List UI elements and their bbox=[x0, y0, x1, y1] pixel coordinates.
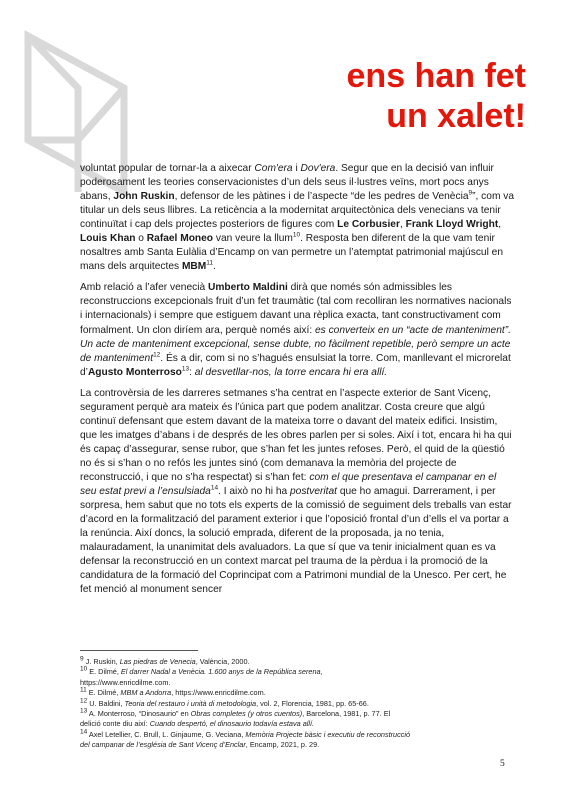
bold-text: Le Corbusier bbox=[337, 219, 400, 231]
footnote-line bbox=[80, 719, 520, 729]
italic-text: Cuando despertó, el dinosaurio todavía estava allí. bbox=[149, 719, 315, 729]
page-number: 5 bbox=[500, 759, 505, 769]
text-run: ”, com va titular un dels seus llibres. La reticència a la modernitat arquitectònica dels venecians va tenir continuïtat i cap dels projectes posteriors de figures com bbox=[80, 191, 515, 231]
paragraph-1 bbox=[80, 162, 514, 274]
italic-text: com el que presentava el campanar en el seu estat previ a l’ensulsiada bbox=[80, 471, 497, 498]
footnote-ref: 9 bbox=[80, 655, 84, 663]
bold-text: Umberto Maldini bbox=[207, 282, 288, 294]
bold-text: John Ruskin bbox=[113, 191, 175, 203]
text-run: voluntat popular de tornar-la a aixecar bbox=[80, 163, 255, 174]
page-header bbox=[347, 56, 526, 136]
footnote-ref: 12 bbox=[80, 697, 88, 705]
text-run: , bbox=[498, 219, 502, 231]
bold-text: Frank Lloyd Wright bbox=[405, 219, 499, 231]
footnote-line bbox=[80, 678, 520, 688]
text-run: , Encamp, 2021, p. 29. bbox=[245, 740, 320, 750]
footnotes bbox=[80, 657, 520, 751]
text-run: van veure la llum bbox=[213, 233, 293, 245]
text-run: . bbox=[213, 261, 216, 273]
text-run: , València, 2000. bbox=[195, 657, 250, 666]
text-run: A. Monterroso, “Dinosaurio” en bbox=[87, 709, 191, 719]
text-run: . Segur que en la decisió van influir poderosament les teories conservacionistes d’un dels seus il·lustres veïns, mort pocs anys abans, bbox=[80, 163, 494, 203]
text-run: . És a dir, com si no s’hagués ensulsiat la torre. Com, manllevant el microrelat d’ bbox=[80, 352, 511, 378]
text-run: , vol. 2, Florencia, 1981, pp. 65-66. bbox=[256, 698, 369, 708]
italic-text: del campanar de l’església de Sant Vicenç d’Enclar bbox=[80, 740, 246, 750]
bold-text: Agusto Monterroso bbox=[87, 366, 182, 378]
footnote-line bbox=[80, 709, 520, 719]
footnote-line bbox=[80, 699, 520, 709]
footnote-ref: 14 bbox=[80, 728, 88, 736]
italic-text: al desvetllar-nos, la torre encara hi era allí. bbox=[194, 366, 388, 378]
footnote-ref: 13 bbox=[80, 707, 88, 715]
footnote-ref: 14 bbox=[210, 484, 219, 492]
text-run: , https://www.enricdilme.com. bbox=[171, 688, 266, 698]
body-text bbox=[80, 162, 514, 604]
footnote-ref: 10 bbox=[292, 231, 301, 239]
footnote-divider bbox=[80, 650, 198, 651]
text-run: delició conte diu així: bbox=[80, 719, 150, 729]
italic-text: Dov'era bbox=[300, 163, 336, 174]
footnote-ref: 11 bbox=[206, 259, 214, 267]
italic-text: Obras completes (y otros cuentos) bbox=[190, 709, 303, 719]
paragraph-3 bbox=[80, 387, 514, 598]
text-run: , bbox=[320, 667, 323, 677]
footnote-ref: 11 bbox=[80, 686, 87, 694]
footnote-line bbox=[80, 667, 520, 677]
text-run: , Barcelona, 1981, p. 77. El bbox=[302, 709, 391, 719]
footnote-line bbox=[80, 740, 520, 750]
header-title-line-2: un xalet! bbox=[386, 97, 526, 135]
bold-text: MBM bbox=[181, 261, 207, 273]
footnote-line bbox=[80, 688, 520, 698]
header-title-line-1: ens han fet bbox=[346, 57, 526, 95]
italic-text: El darrer Nadal a Venècia. 1.600 anys de la República serena bbox=[120, 667, 321, 677]
text-run: Amb relació a l’afer venecià bbox=[80, 282, 208, 294]
bold-text: Rafael Moneo bbox=[146, 233, 214, 245]
italic-text: es converteix en un “acte de manteniment”. Un acte de manteniment excepcional, sense dubte, no fàcilment repetible, però sempre un acte de manteniment bbox=[80, 324, 511, 364]
text-run: o bbox=[135, 233, 147, 245]
footnote-ref: 9 bbox=[468, 189, 473, 197]
italic-text: MBM a Andorra bbox=[120, 688, 172, 698]
text-run: , defensor de les pàtines i de l’aspecte “de les pedres de Venècia bbox=[174, 191, 469, 203]
text-run: La controvèrsia de les darreres setmanes s’ha centrat en l’aspecte exterior de Sant Vicenç, segurament perquè ara mateix és l’única part que podem analitzar. Costa creure que algú continuï defensant que estem davant de la mateixa torre o davant del mateix edifici. Insistim, que les imatges d’abans i de després de les obres parlen per si soles. Així i tot, encara hi ha qui és capaç d’assegurar, sense rubor, que s’han fet les juntes refoses. Però, el quid de la qüestió no és si s’han o no refós les juntes sinó (com demanava la memòria del projecte de reconstrucció, i que no s’ha respectat) si s’han fet: bbox=[80, 387, 512, 483]
text-run: E. Dilmé, bbox=[86, 688, 121, 698]
paragraph-2 bbox=[80, 281, 514, 379]
text-run: Axel Letellier, C. Brull, L. Ginjaume, G. Veciana, bbox=[87, 729, 246, 739]
italic-text: Memòria Projecte bàsic i executiu de reconstrucció bbox=[245, 729, 411, 739]
italic-text: Las piedras de Venecia bbox=[119, 657, 196, 666]
footnote-line bbox=[80, 730, 520, 740]
italic-text: postveritat bbox=[290, 486, 337, 498]
text-run: U. Baldini, bbox=[87, 698, 125, 708]
text-run: , bbox=[399, 219, 406, 231]
italic-text: Teoria del restauro i unità di metodologia bbox=[124, 698, 257, 708]
text-run: J. Ruskin, bbox=[83, 657, 120, 666]
bold-text: Louis Khan bbox=[80, 233, 136, 245]
text-run: : bbox=[189, 366, 195, 378]
footnote-line bbox=[80, 657, 520, 667]
text-run: E. Dilmé, bbox=[87, 667, 121, 677]
text-run: i bbox=[292, 163, 301, 174]
text-run: dirà que només són admissibles les reconstruccions excepcionals fruit d’un fet traumàtic (tal com recolliran les normatives nacionals i internacionals) i sempre que estiguem davant una rèplica exacta, tant constructivament com formalment. Un clon diríem ara, perquè només així: bbox=[80, 282, 512, 336]
italic-text: Com'era bbox=[254, 163, 293, 174]
footnote-ref: 13 bbox=[181, 365, 190, 373]
footnote-ref: 12 bbox=[153, 351, 161, 359]
text-run: que ho amagui. Darrerament, i per sorpresa, hem sabut que no tots els experts de la comissió de seguiment dels treballs van estar d’acord en la formalització del parament exterior i que l’oposició frontal d’un d’ells el va portar a la renúncia. Així doncs, la solució emprada, diferent de la proposada, ja no tenia, malauradament, la unanimitat dels avaluadors. La que sí que va tenir inicialment quan es va defensar la reconstrucció en un context marcat pel trauma de la pèrdua i la promoció de la candidatura de la formació del Coprincipat com a Patrimoni mundial de la Unesco. Per cert, he fet menció al monument sencer bbox=[80, 486, 512, 596]
text-run: . I això no hi ha bbox=[218, 486, 290, 498]
footnote-ref: 10 bbox=[80, 665, 88, 673]
text-run: https://www.enricdilme.com. bbox=[80, 677, 171, 687]
text-run: . Resposta ben diferent de la que vam tenir nosaltres amb Santa Eulàlia d’Encamp on van permetre un l’atemptat patrimonial majúscul en mans dels arquitectes bbox=[80, 233, 504, 273]
